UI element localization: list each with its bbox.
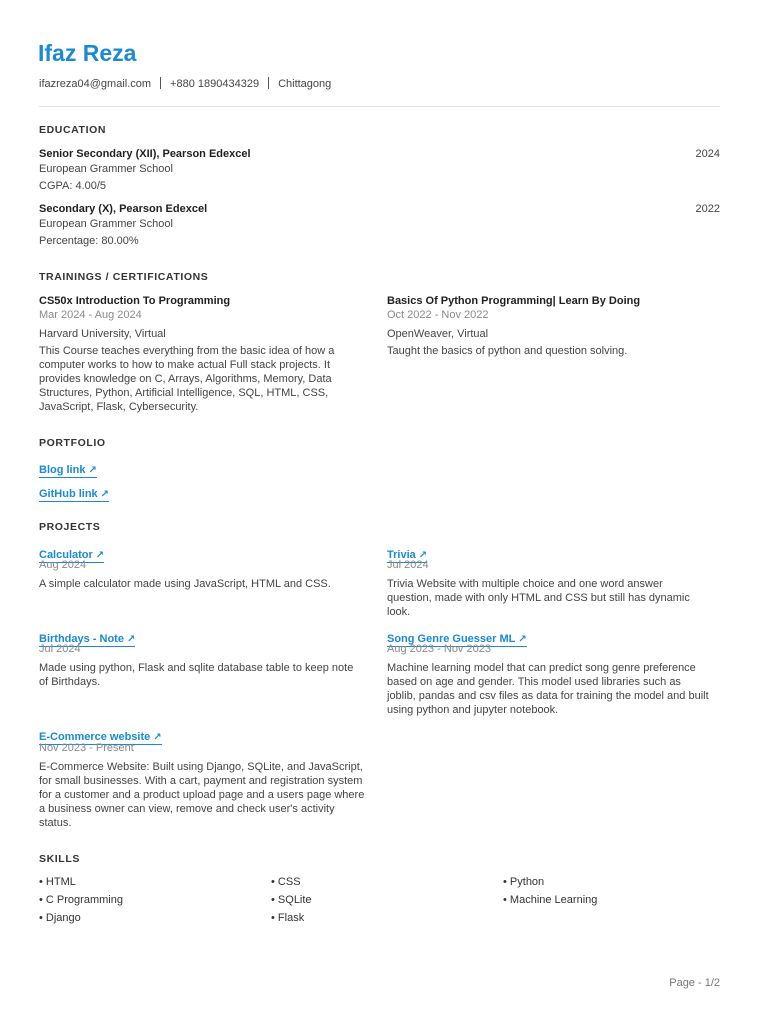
section-title-portfolio: PORTFOLIO	[39, 437, 106, 449]
training-org: OpenWeaver, Virtual	[387, 328, 489, 340]
section-title-trainings: TRAININGS / CERTIFICATIONS	[39, 271, 209, 283]
training-description: This Course teaches everything from the basic idea of how a computer works to how to make actual Full stack projects. It provides knowledge on C, Arrays, Algorithms, Memory, Data Structures, Python, Artificial Intelligence, SQL, HTML, CSS, JavaScript, Flask, Cybersecurity.	[39, 345, 335, 413]
project-link-song-genre[interactable]: Song Genre Guesser ML ↗	[387, 633, 527, 645]
education-school: European Grammer School	[39, 218, 173, 230]
external-link-icon: ↗	[126, 634, 136, 645]
training-description: Taught the basics of python and question solving.	[387, 345, 628, 357]
training-dates: Oct 2022 - Nov 2022	[387, 309, 489, 321]
external-link-icon: ↗	[418, 550, 428, 561]
project-dates: Aug 2023 - Nov 2023	[387, 643, 491, 655]
project-dates: Nov 2023 - Present	[39, 742, 134, 754]
divider	[268, 77, 269, 89]
contact-line	[39, 77, 331, 90]
education-degree: Secondary (X), Pearson Edexcel	[39, 203, 208, 215]
project-link-trivia[interactable]: Trivia ↗	[387, 549, 428, 561]
project-description: E-Commerce Website: Built using Django, SQLite, and JavaScript, for small businesses. With a cart, payment and registration system for a customer and a product upload page and a users page where a business owner can view, remove and check user's activity status.	[39, 761, 365, 829]
project-description: A simple calculator made using JavaScript, HTML and CSS.	[39, 578, 331, 590]
training-name: CS50x Introduction To Programming	[39, 295, 231, 307]
skill-item: • Flask	[271, 912, 305, 924]
email: ifazreza04@gmail.com	[39, 78, 152, 90]
training-name: Basics Of Python Programming| Learn By Doing	[387, 295, 641, 307]
project-dates: Jul 2024	[387, 559, 429, 571]
project-link-ecommerce[interactable]: E-Commerce website ↗	[39, 731, 162, 743]
header-rule	[39, 106, 720, 107]
education-year: 2022	[695, 203, 720, 215]
candidate-name: Ifaz Reza	[38, 40, 137, 66]
section-title-projects: PROJECTS	[39, 521, 101, 533]
external-link-icon: ↗	[518, 634, 527, 645]
external-link-icon: ↗	[88, 465, 97, 476]
project-link-birthdays[interactable]: Birthdays - Note ↗	[39, 633, 136, 645]
project-description: Machine learning model that can predict song genre preference based on age and gender. This model used libraries such as joblib, pandas and csv files as data for training the model and built using python and jupyter notebook.	[387, 662, 709, 716]
project-description: Trivia Website with multiple choice and one word answer question, made with only HTML and CSS but still has dynamic look.	[387, 578, 690, 618]
external-link-icon: ↗	[100, 489, 110, 500]
github-link[interactable]: GitHub link ↗	[39, 488, 110, 500]
skill-item: • Python	[503, 876, 545, 888]
education-score: CGPA: 4.00/5	[39, 180, 107, 192]
skill-item: • Django	[39, 912, 81, 924]
education-school: European Grammer School	[39, 163, 173, 175]
location: Chittagong	[278, 78, 332, 90]
training-org: Harvard University, Virtual	[39, 328, 166, 340]
project-description: Made using python, Flask and sqlite database table to keep note of Birthdays.	[39, 662, 354, 688]
phone: +880 1890434329	[170, 78, 260, 90]
skill-item: • C Programming	[39, 894, 123, 906]
project-dates: Jul 2024	[39, 643, 81, 655]
education-score: Percentage: 80.00%	[39, 235, 139, 247]
education-year: 2024	[695, 148, 720, 160]
external-link-icon: ↗	[95, 550, 105, 561]
page-number: Page - 1/2	[669, 977, 720, 989]
skill-item: • CSS	[271, 876, 301, 888]
education-degree: Senior Secondary (XII), Pearson Edexcel	[39, 148, 251, 160]
divider	[160, 77, 161, 89]
project-dates: Aug 2024	[39, 559, 87, 571]
section-title-education: EDUCATION	[39, 124, 107, 136]
blog-link[interactable]: Blog link ↗	[39, 464, 97, 476]
skill-item: • HTML	[39, 876, 76, 888]
project-link-calculator[interactable]: Calculator ↗	[39, 549, 105, 561]
external-link-icon: ↗	[153, 732, 162, 743]
skill-item: • SQLite	[271, 894, 312, 906]
section-title-skills: SKILLS	[39, 853, 80, 865]
training-dates: Mar 2024 - Aug 2024	[39, 309, 142, 321]
skill-item: • Machine Learning	[503, 894, 598, 906]
